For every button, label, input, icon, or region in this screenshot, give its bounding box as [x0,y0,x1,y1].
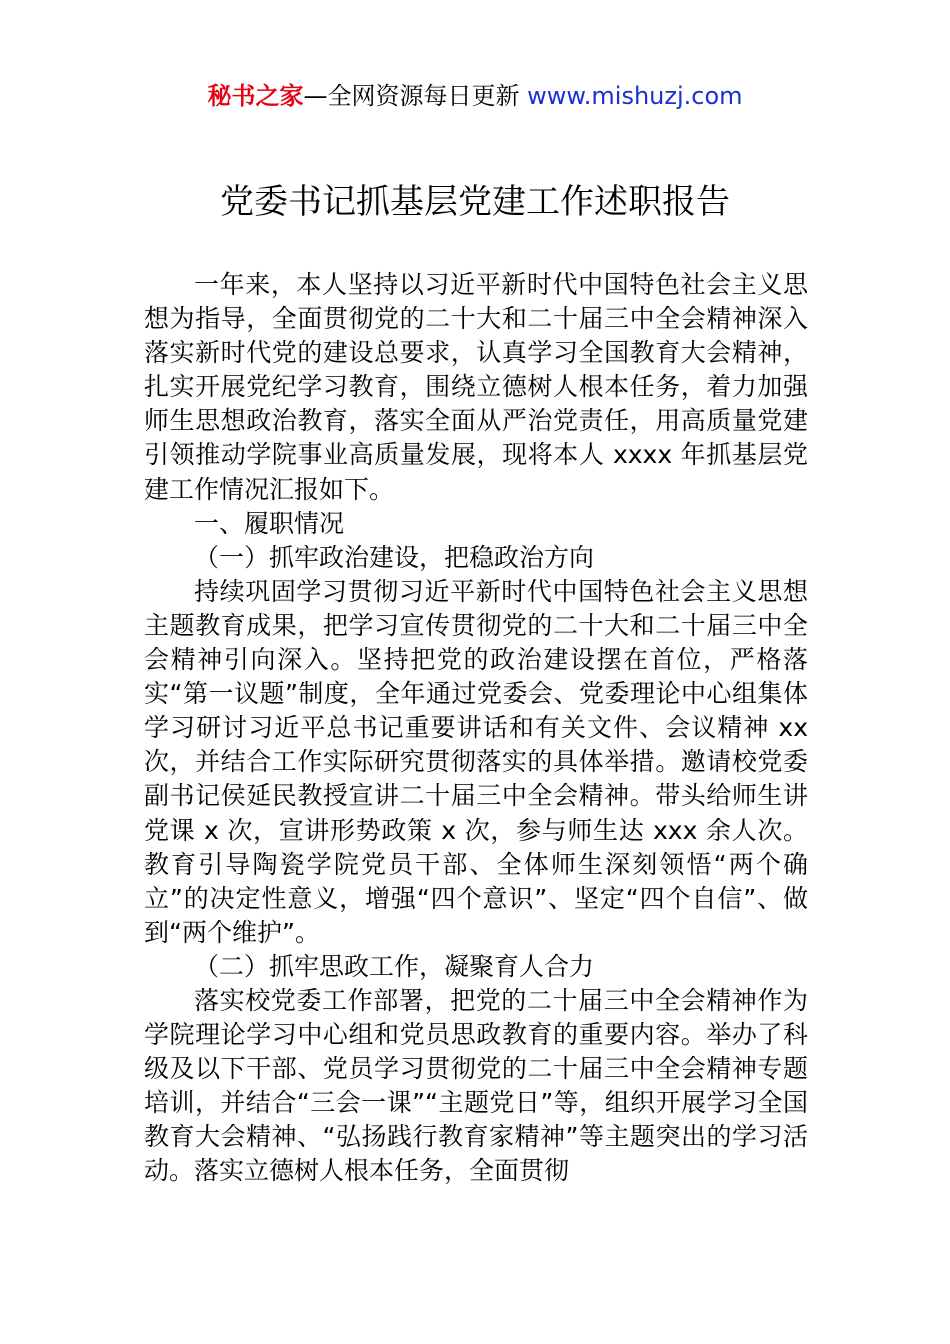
site-tagline: —全网资源每日更新 [303,82,528,110]
document-title: 党委书记抓基层党建工作述职报告 [220,182,730,222]
subsection-heading: （一）抓牢政治建设，把稳政治方向 [194,542,595,572]
paragraph: 持续巩固学习贯彻习近平新时代中国特色社会主义思想主题教育成果，把学习宣传贯彻党的二十大和二十届三中全会精神引向深入。坚持把党的政治建设摆在首位，严格落实“第一议题”制度，全年通过党委会、党委理论中心组集体学习研讨习近平总书记重要讲话和有关文件、会议精神 xx 次，并结合工作实际研究贯彻落实的具体举措。邀请校党委副书记侯延民教授宣讲二十届三中全会精神。带头给师生讲党课 x 次，宣讲形势政策 x 次，参与师生达 xxx 余人次。教育引导陶瓷学院党员干部、全体师生深刻领悟“两个确立”的决定性意义，增强“四个意识”、坚定“四个自信”、做到“两个维护”。 [144,576,808,947]
site-header [0,80,950,112]
site-url-link[interactable]: www.mishuzj.com [527,82,743,110]
subsection-heading: （二）抓牢思政工作，凝聚育人合力 [194,951,595,981]
paragraph: 落实校党委工作部署，把党的二十届三中全会精神作为学院理论学习中心组和党员思政教育的重要内容。举办了科级及以下干部、党员学习贯彻党的二十届三中全会精神专题培训，并结合“三会一课”“主题党日”等，组织开展学习全国教育大会精神、“弘扬践行教育家精神”等主题突出的学习活动。落实立德树人根本任务，全面贯彻 [144,985,808,1186]
section-heading: 一、履职情况 [194,508,345,538]
paragraph-intro: 一年来，本人坚持以习近平新时代中国特色社会主义思想为指导，全面贯彻党的二十大和二十届三中全会精神深入落实新时代党的建设总要求，认真学习全国教育大会精神，扎实开展党纪学习教育，围绕立德树人根本任务，着力加强师生思想政治教育，落实全面从严治党责任，用高质量党建引领推动学院事业高质量发展，现将本人 xxxx 年抓基层党建工作情况汇报如下。 [144,270,808,504]
document-body [144,268,808,1189]
site-brand: 秘书之家 [207,82,304,110]
